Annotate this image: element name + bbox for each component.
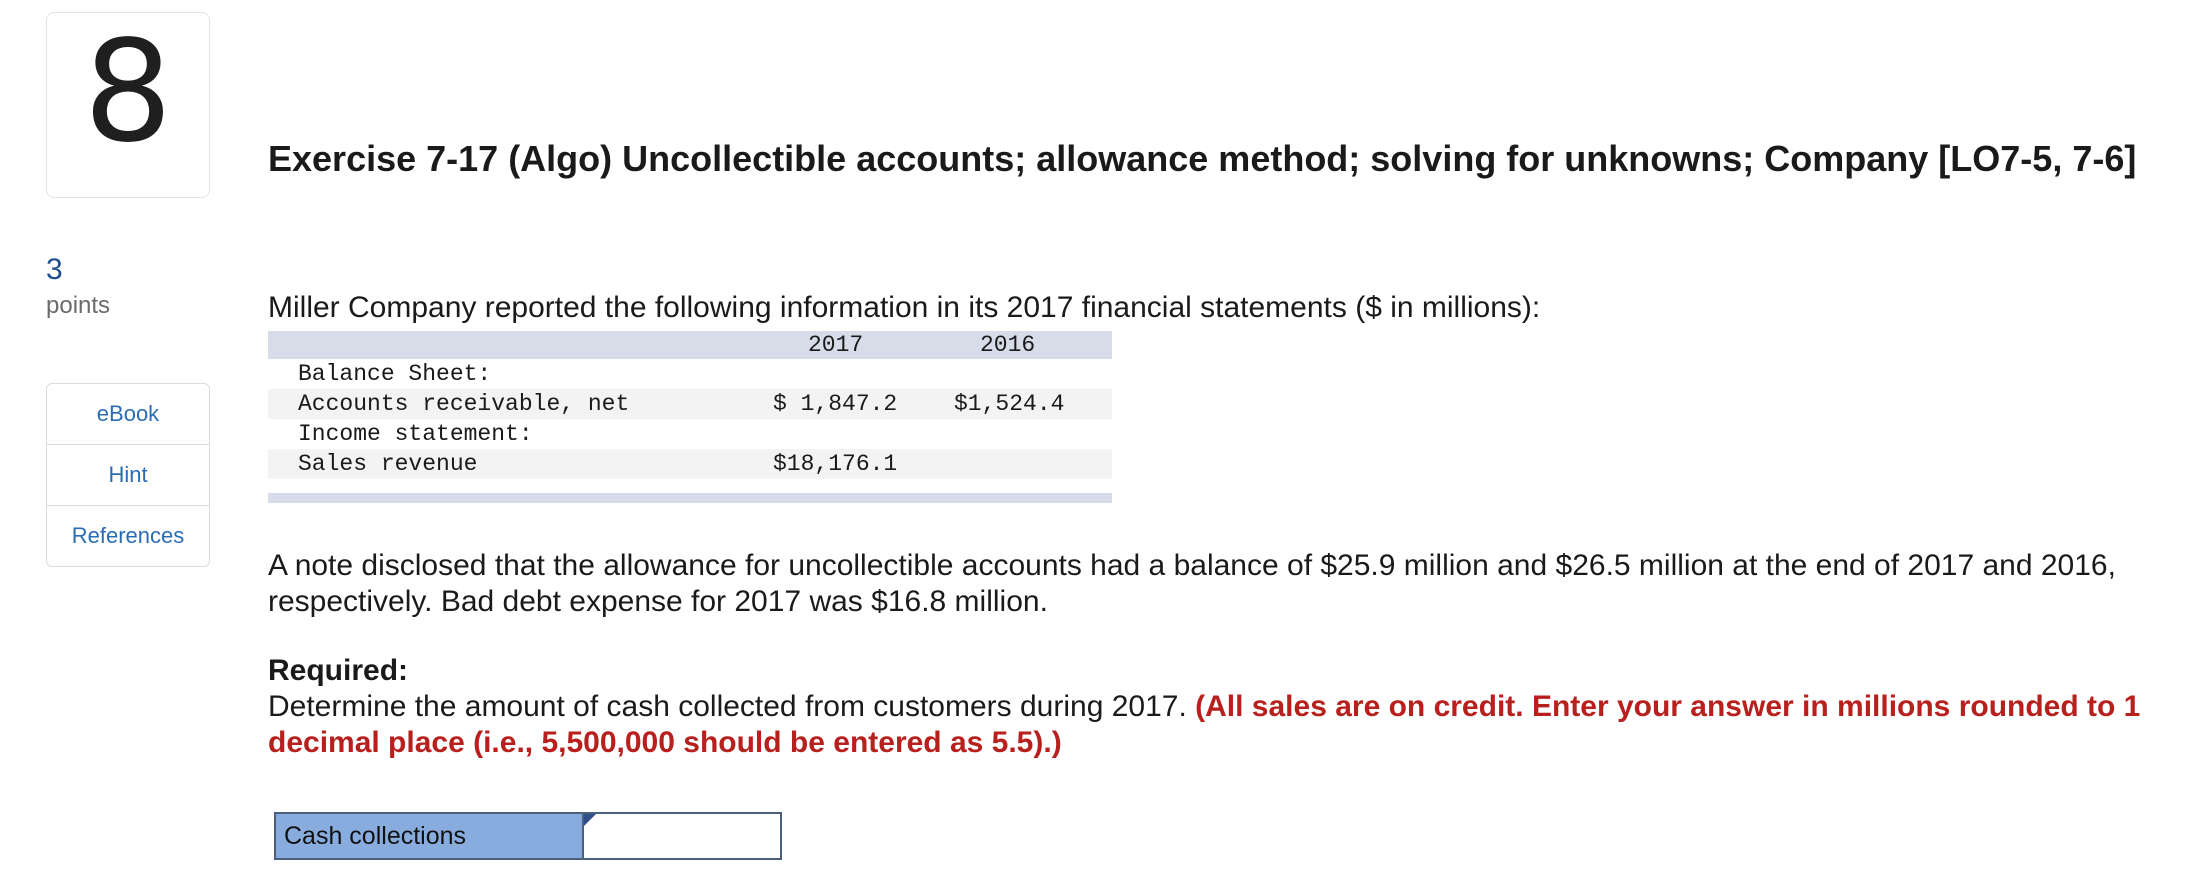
column-header-2016: 2016 — [980, 332, 1036, 358]
points-label: points — [46, 292, 111, 319]
question-number: 8 — [83, 11, 173, 174]
cell-2017: $18,176.1 — [773, 451, 898, 477]
answer-cell — [584, 814, 780, 858]
references-link[interactable]: References — [47, 505, 209, 566]
row-label: Income statement: — [298, 421, 533, 447]
financial-table — [268, 331, 1112, 503]
required-instructions — [268, 689, 2158, 761]
cell-2017: $ 1,847.2 — [773, 391, 898, 417]
cash-collections-label: Cash collections — [276, 814, 584, 858]
question-number-box — [46, 12, 210, 198]
required-emphasis: (All sales are on credit. Enter your answer in millions rounded to 1 decimal place (i.e., 5,500,000 should be entered as 5.5).) — [268, 690, 2141, 759]
table-row — [268, 449, 1112, 479]
answer-row — [274, 812, 782, 860]
column-header-2017: 2017 — [808, 332, 864, 358]
hint-link[interactable]: Hint — [47, 444, 209, 505]
row-label: Sales revenue — [298, 451, 478, 477]
table-row — [268, 389, 1112, 419]
required-label: Required: — [268, 654, 409, 687]
required-text: Determine the amount of cash collected from customers during 2017. — [268, 690, 1187, 723]
row-label: Balance Sheet: — [298, 361, 492, 387]
points-value: 3 — [46, 253, 63, 286]
row-label: Accounts receivable, net — [298, 391, 630, 417]
ebook-link[interactable]: eBook — [96, 401, 160, 426]
note-text: A note disclosed that the allowance for uncollectible accounts had a balance of $25.9 million and $26.5 million at the end of 2017 and 2016, respectively. Bad debt expense for 2017 was $16.8 million. — [268, 549, 2116, 618]
cell-2016: $1,524.4 — [954, 391, 1065, 417]
cash-collections-input[interactable] — [584, 814, 780, 858]
exercise-title: Exercise 7-17 (Algo) Uncollectible accounts; allowance method; solving for unknowns; Company [LO7-5, 7-6] — [268, 138, 2137, 179]
table-row — [268, 419, 1112, 449]
intro-text: Miller Company reported the following information in its 2017 financial statements ($ in millions): — [268, 291, 1541, 324]
table-row — [268, 359, 1112, 389]
table-footer-bar — [268, 493, 1112, 503]
question-tools — [46, 383, 210, 567]
table-header-row — [268, 331, 1112, 359]
